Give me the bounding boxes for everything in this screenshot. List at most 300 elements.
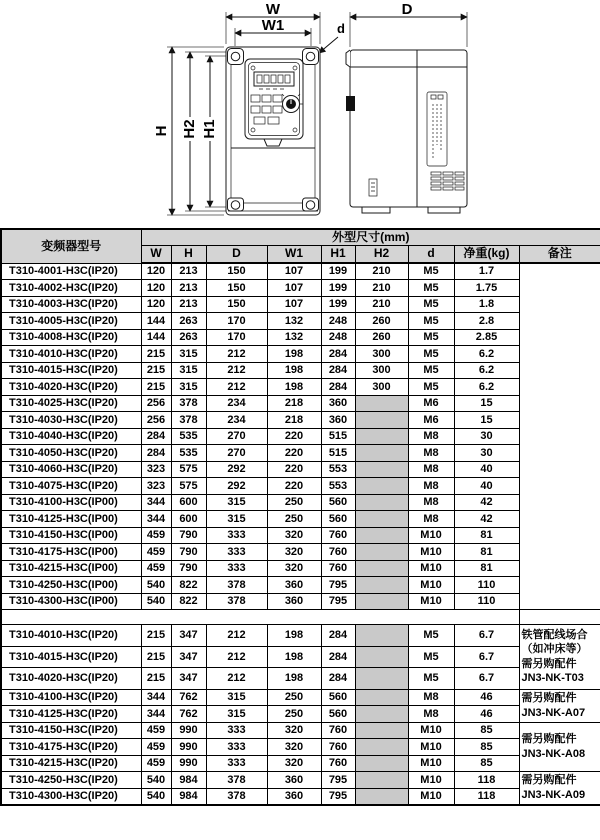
cell-w1: 107	[267, 296, 321, 313]
table-row	[1, 494, 600, 511]
side-foot-left	[362, 207, 390, 213]
cell-w1: 218	[267, 395, 321, 412]
cell-d: M10	[408, 577, 454, 594]
cell-d: 212	[206, 646, 267, 668]
cell-h2: 210	[355, 296, 408, 313]
cell-model: T310-4075-H3C(IP20)	[1, 478, 141, 495]
cover-latch	[264, 139, 282, 146]
cell-weight: 15	[454, 395, 519, 412]
cell-h2	[355, 689, 408, 706]
table-row	[1, 788, 600, 805]
cell-w: 459	[141, 722, 171, 739]
cell-weight: 6.2	[454, 362, 519, 379]
remark-line: 铁管配线场合	[521, 629, 588, 642]
mount-hole-bottom-left	[231, 201, 240, 210]
table-row	[1, 461, 600, 478]
cell-d: 315	[206, 511, 267, 528]
cell-h: 600	[171, 511, 206, 528]
cell-model: T310-4125-H3C(IP00)	[1, 511, 141, 528]
cell-w: 120	[141, 296, 171, 313]
cell-model: T310-4001-H3C(IP20)	[1, 263, 141, 280]
side-view-diagram	[346, 1, 467, 213]
cell-model: T310-4150-H3C(IP20)	[1, 722, 141, 739]
cell-d: 315	[206, 689, 267, 706]
cell-weight: 85	[454, 722, 519, 739]
cell-w: 144	[141, 329, 171, 346]
cell-h1: 284	[321, 379, 355, 396]
cell-model: T310-4005-H3C(IP20)	[1, 313, 141, 330]
cell-d: M10	[408, 772, 454, 789]
cell-d: M8	[408, 494, 454, 511]
cell-h: 990	[171, 722, 206, 739]
cell-w1: 132	[267, 329, 321, 346]
cell-d: 270	[206, 445, 267, 462]
cell-w1: 320	[267, 739, 321, 756]
cell-h2	[355, 577, 408, 594]
cell-w1: 250	[267, 706, 321, 723]
cell-w1: 320	[267, 755, 321, 772]
cell-weight: 42	[454, 511, 519, 528]
cell-w: 256	[141, 395, 171, 412]
cell-h: 822	[171, 577, 206, 594]
cell-w1: 198	[267, 379, 321, 396]
mount-hole-top-right	[306, 52, 315, 61]
table-row	[1, 313, 600, 330]
cell-d: 212	[206, 362, 267, 379]
table-row	[1, 706, 600, 723]
cell-h2	[355, 428, 408, 445]
cell-model: T310-4025-H3C(IP20)	[1, 395, 141, 412]
dimensions-table-wrap	[0, 228, 600, 806]
cell-h2: 210	[355, 263, 408, 280]
cell-d: 150	[206, 280, 267, 297]
dim-label-d: d	[337, 21, 345, 36]
table-section-2	[1, 625, 600, 805]
cell-h2	[355, 461, 408, 478]
cell-h: 347	[171, 625, 206, 647]
cell-h2	[355, 494, 408, 511]
cell-h2	[355, 706, 408, 723]
cell-w1: 107	[267, 280, 321, 297]
cell-d: M6	[408, 412, 454, 429]
cell-model: T310-4175-H3C(IP00)	[1, 544, 141, 561]
cell-w1: 320	[267, 527, 321, 544]
header-w: W	[141, 246, 171, 264]
cell-d: M5	[408, 625, 454, 647]
cell-h: 213	[171, 263, 206, 280]
cell-w1: 132	[267, 313, 321, 330]
cell-h1: 760	[321, 560, 355, 577]
cell-w: 215	[141, 362, 171, 379]
cell-w1: 220	[267, 428, 321, 445]
cell-d: 212	[206, 625, 267, 647]
cell-weight: 110	[454, 593, 519, 610]
cell-h1: 760	[321, 544, 355, 561]
cell-model: T310-4215-H3C(IP20)	[1, 755, 141, 772]
diagram-svg	[0, 0, 600, 228]
cell-w1: 320	[267, 722, 321, 739]
cell-weight: 118	[454, 772, 519, 789]
remark-line: 需另购配件	[521, 692, 577, 705]
cell-w: 215	[141, 625, 171, 647]
cell-d: M5	[408, 263, 454, 280]
table-row	[1, 577, 600, 594]
header-model: 变频器型号	[1, 229, 141, 263]
cell-d: M5	[408, 362, 454, 379]
cell-d: 270	[206, 428, 267, 445]
header-h1: H1	[321, 246, 355, 264]
cell-d: M5	[408, 296, 454, 313]
spacer-row	[1, 610, 600, 625]
cell-d: M10	[408, 788, 454, 805]
cell-model: T310-4010-H3C(IP20)	[1, 346, 141, 363]
cell-w1: 320	[267, 544, 321, 561]
cell-h1: 360	[321, 412, 355, 429]
table-row	[1, 544, 600, 561]
cell-weight: 2.8	[454, 313, 519, 330]
cell-h: 575	[171, 478, 206, 495]
cell-h: 263	[171, 313, 206, 330]
cell-weight: 85	[454, 755, 519, 772]
cell-w: 120	[141, 263, 171, 280]
cell-d: 333	[206, 755, 267, 772]
cell-h1: 760	[321, 527, 355, 544]
cell-h2	[355, 560, 408, 577]
cell-model: T310-4060-H3C(IP20)	[1, 461, 141, 478]
cell-d: M10	[408, 739, 454, 756]
cell-weight: 81	[454, 560, 519, 577]
cell-w: 344	[141, 511, 171, 528]
table-row	[1, 280, 600, 297]
cell-d: M10	[408, 527, 454, 544]
dim-label-h: H	[153, 125, 170, 137]
cell-h1: 560	[321, 494, 355, 511]
cell-d: M5	[408, 379, 454, 396]
header-h: H	[171, 246, 206, 264]
cell-d: 333	[206, 527, 267, 544]
remark-cell	[519, 689, 600, 722]
cell-h: 790	[171, 560, 206, 577]
cell-w: 540	[141, 772, 171, 789]
table-row	[1, 772, 600, 789]
side-connector	[346, 96, 355, 111]
cell-h2	[355, 527, 408, 544]
keypad-display	[254, 72, 294, 86]
cell-d: 378	[206, 788, 267, 805]
cell-w: 540	[141, 593, 171, 610]
cell-d: 315	[206, 494, 267, 511]
cell-weight: 6.2	[454, 346, 519, 363]
remark-line: 需另购配件	[521, 774, 577, 787]
cell-h: 790	[171, 527, 206, 544]
table-header	[1, 229, 600, 263]
cell-w1: 198	[267, 668, 321, 690]
cell-h: 315	[171, 379, 206, 396]
cell-weight: 1.7	[454, 263, 519, 280]
remark-cell	[519, 625, 600, 690]
cell-h: 315	[171, 362, 206, 379]
cell-d: M8	[408, 689, 454, 706]
cell-weight: 40	[454, 478, 519, 495]
cell-h: 347	[171, 668, 206, 690]
cell-weight: 15	[454, 412, 519, 429]
cell-h: 378	[171, 412, 206, 429]
header-d: d	[408, 246, 454, 264]
dim-label-w: W	[265, 1, 281, 18]
cell-h2: 260	[355, 329, 408, 346]
cell-d: M10	[408, 544, 454, 561]
cell-model: T310-4020-H3C(IP20)	[1, 379, 141, 396]
mount-hole-top-left	[231, 52, 240, 61]
cell-weight: 46	[454, 689, 519, 706]
cell-d: M5	[408, 668, 454, 690]
cell-d: 170	[206, 313, 267, 330]
cell-model: T310-4175-H3C(IP20)	[1, 739, 141, 756]
remark-cell	[519, 263, 600, 610]
cell-weight: 1.8	[454, 296, 519, 313]
cell-weight: 81	[454, 527, 519, 544]
cell-w: 459	[141, 527, 171, 544]
cell-d: 333	[206, 544, 267, 561]
mount-hole-bottom-right	[306, 201, 315, 210]
side-slot	[369, 179, 377, 196]
cell-d: 212	[206, 346, 267, 363]
cell-h1: 760	[321, 722, 355, 739]
cell-d: 333	[206, 560, 267, 577]
cell-d: 333	[206, 739, 267, 756]
cell-h1: 284	[321, 646, 355, 668]
cell-w1: 198	[267, 625, 321, 647]
dim-label-w1: W1	[261, 17, 285, 34]
cell-h2	[355, 412, 408, 429]
cell-model: T310-4125-H3C(IP20)	[1, 706, 141, 723]
cell-d: M10	[408, 722, 454, 739]
cell-d: 292	[206, 478, 267, 495]
table-row	[1, 329, 600, 346]
cell-w1: 220	[267, 445, 321, 462]
cell-h: 535	[171, 428, 206, 445]
cell-h1: 760	[321, 739, 355, 756]
cell-h2	[355, 445, 408, 462]
cell-d: 292	[206, 461, 267, 478]
cell-w: 215	[141, 646, 171, 668]
cell-h2	[355, 511, 408, 528]
cell-model: T310-4003-H3C(IP20)	[1, 296, 141, 313]
cell-d: M8	[408, 428, 454, 445]
cell-h: 535	[171, 445, 206, 462]
cell-d: 333	[206, 722, 267, 739]
cell-h2	[355, 395, 408, 412]
cell-weight: 6.7	[454, 646, 519, 668]
cell-h2	[355, 544, 408, 561]
cell-h: 990	[171, 739, 206, 756]
cell-d: M5	[408, 280, 454, 297]
spacer-remark-cell	[519, 610, 600, 625]
table-row	[1, 395, 600, 412]
dim-label-h1: H1	[201, 119, 218, 139]
cell-h2	[355, 739, 408, 756]
cell-model: T310-4020-H3C(IP20)	[1, 668, 141, 690]
remark-cell	[519, 722, 600, 772]
cell-w1: 220	[267, 478, 321, 495]
cell-w: 323	[141, 461, 171, 478]
cell-d: M5	[408, 313, 454, 330]
cell-h1: 284	[321, 346, 355, 363]
cell-weight: 85	[454, 739, 519, 756]
remark-line: JN3-NK-A09	[521, 788, 586, 801]
cell-model: T310-4002-H3C(IP20)	[1, 280, 141, 297]
cell-weight: 30	[454, 428, 519, 445]
cell-model: T310-4015-H3C(IP20)	[1, 646, 141, 668]
cell-weight: 110	[454, 577, 519, 594]
table-row	[1, 428, 600, 445]
cell-h1: 284	[321, 625, 355, 647]
table-section-1	[1, 263, 600, 610]
cell-w1: 250	[267, 494, 321, 511]
cell-w1: 250	[267, 511, 321, 528]
cell-h1: 284	[321, 362, 355, 379]
cell-w: 459	[141, 560, 171, 577]
table-row	[1, 527, 600, 544]
cell-h: 213	[171, 296, 206, 313]
header-weight: 净重(kg)	[454, 246, 519, 264]
cell-h1: 795	[321, 788, 355, 805]
table-row	[1, 478, 600, 495]
cell-d: 170	[206, 329, 267, 346]
cell-d: 212	[206, 668, 267, 690]
table-row	[1, 625, 600, 647]
side-top-lip	[346, 50, 350, 67]
cell-d: M8	[408, 706, 454, 723]
spacer-cell	[1, 610, 519, 625]
cell-h1: 199	[321, 280, 355, 297]
cell-model: T310-4050-H3C(IP20)	[1, 445, 141, 462]
cell-h: 378	[171, 395, 206, 412]
cell-model: T310-4300-H3C(IP00)	[1, 593, 141, 610]
remark-line: JN3-NK-A07	[521, 706, 586, 719]
cell-d: 234	[206, 412, 267, 429]
cell-weight: 46	[454, 706, 519, 723]
cell-h2: 300	[355, 346, 408, 363]
cell-weight: 6.2	[454, 379, 519, 396]
remark-line: 需另购配件	[521, 733, 577, 746]
cell-model: T310-4030-H3C(IP20)	[1, 412, 141, 429]
cell-h1: 515	[321, 428, 355, 445]
cell-w: 120	[141, 280, 171, 297]
cell-h2	[355, 593, 408, 610]
cell-h: 263	[171, 329, 206, 346]
cell-d: M5	[408, 346, 454, 363]
cell-h1: 553	[321, 461, 355, 478]
cell-w: 215	[141, 668, 171, 690]
side-foot-right	[428, 207, 460, 213]
cell-model: T310-4015-H3C(IP20)	[1, 362, 141, 379]
cell-w1: 320	[267, 560, 321, 577]
cell-model: T310-4010-H3C(IP20)	[1, 625, 141, 647]
cell-model: T310-4040-H3C(IP20)	[1, 428, 141, 445]
cell-weight: 2.85	[454, 329, 519, 346]
table-row	[1, 346, 600, 363]
cell-w1: 198	[267, 362, 321, 379]
cell-d: 150	[206, 263, 267, 280]
header-h2: H2	[355, 246, 408, 264]
cell-w1: 360	[267, 772, 321, 789]
table-row	[1, 739, 600, 756]
cell-w: 144	[141, 313, 171, 330]
cell-h1: 284	[321, 668, 355, 690]
table-row	[1, 646, 600, 668]
cell-model: T310-4300-H3C(IP20)	[1, 788, 141, 805]
cell-d: 212	[206, 379, 267, 396]
cell-w1: 220	[267, 461, 321, 478]
cell-d: M8	[408, 445, 454, 462]
dimension-diagrams	[0, 0, 600, 228]
table-row	[1, 511, 600, 528]
cell-weight: 81	[454, 544, 519, 561]
cell-d: 378	[206, 772, 267, 789]
header-dims-group: 外型尺寸(mm)	[141, 229, 600, 246]
table-row	[1, 689, 600, 706]
cell-w: 459	[141, 544, 171, 561]
remark-line: （如冲床等）	[521, 643, 588, 656]
cell-w: 284	[141, 445, 171, 462]
cell-h1: 795	[321, 593, 355, 610]
dim-leader-d	[319, 37, 338, 53]
cell-d: M10	[408, 755, 454, 772]
cell-h: 762	[171, 689, 206, 706]
cell-weight: 6.7	[454, 625, 519, 647]
cell-h2	[355, 755, 408, 772]
cell-d: M8	[408, 478, 454, 495]
cell-w: 344	[141, 689, 171, 706]
cell-w: 323	[141, 478, 171, 495]
cell-weight: 42	[454, 494, 519, 511]
cell-d: M8	[408, 511, 454, 528]
cell-w: 540	[141, 788, 171, 805]
table-row	[1, 755, 600, 772]
cell-h2	[355, 722, 408, 739]
cell-d: M10	[408, 593, 454, 610]
remark-line: 需另购配件	[521, 657, 577, 670]
cell-w: 344	[141, 706, 171, 723]
cell-h1: 248	[321, 313, 355, 330]
cell-w: 284	[141, 428, 171, 445]
cell-h2	[355, 646, 408, 668]
cell-h1: 795	[321, 772, 355, 789]
dim-label-depth: D	[401, 1, 413, 18]
table-row	[1, 593, 600, 610]
remark-line: JN3-NK-A08	[521, 747, 586, 760]
table-row	[1, 560, 600, 577]
table-row	[1, 263, 600, 280]
table-row	[1, 668, 600, 690]
cell-model: T310-4100-H3C(IP20)	[1, 689, 141, 706]
cell-h1: 560	[321, 706, 355, 723]
cell-h2: 300	[355, 379, 408, 396]
cell-w: 459	[141, 739, 171, 756]
cell-w: 540	[141, 577, 171, 594]
cell-weight: 30	[454, 445, 519, 462]
cell-h2	[355, 625, 408, 647]
cell-h1: 248	[321, 329, 355, 346]
header-w1: W1	[267, 246, 321, 264]
cell-d: 378	[206, 577, 267, 594]
cell-h1: 360	[321, 395, 355, 412]
cell-h: 790	[171, 544, 206, 561]
cell-d: M5	[408, 329, 454, 346]
nameplate-label	[427, 92, 447, 166]
cell-weight: 40	[454, 461, 519, 478]
